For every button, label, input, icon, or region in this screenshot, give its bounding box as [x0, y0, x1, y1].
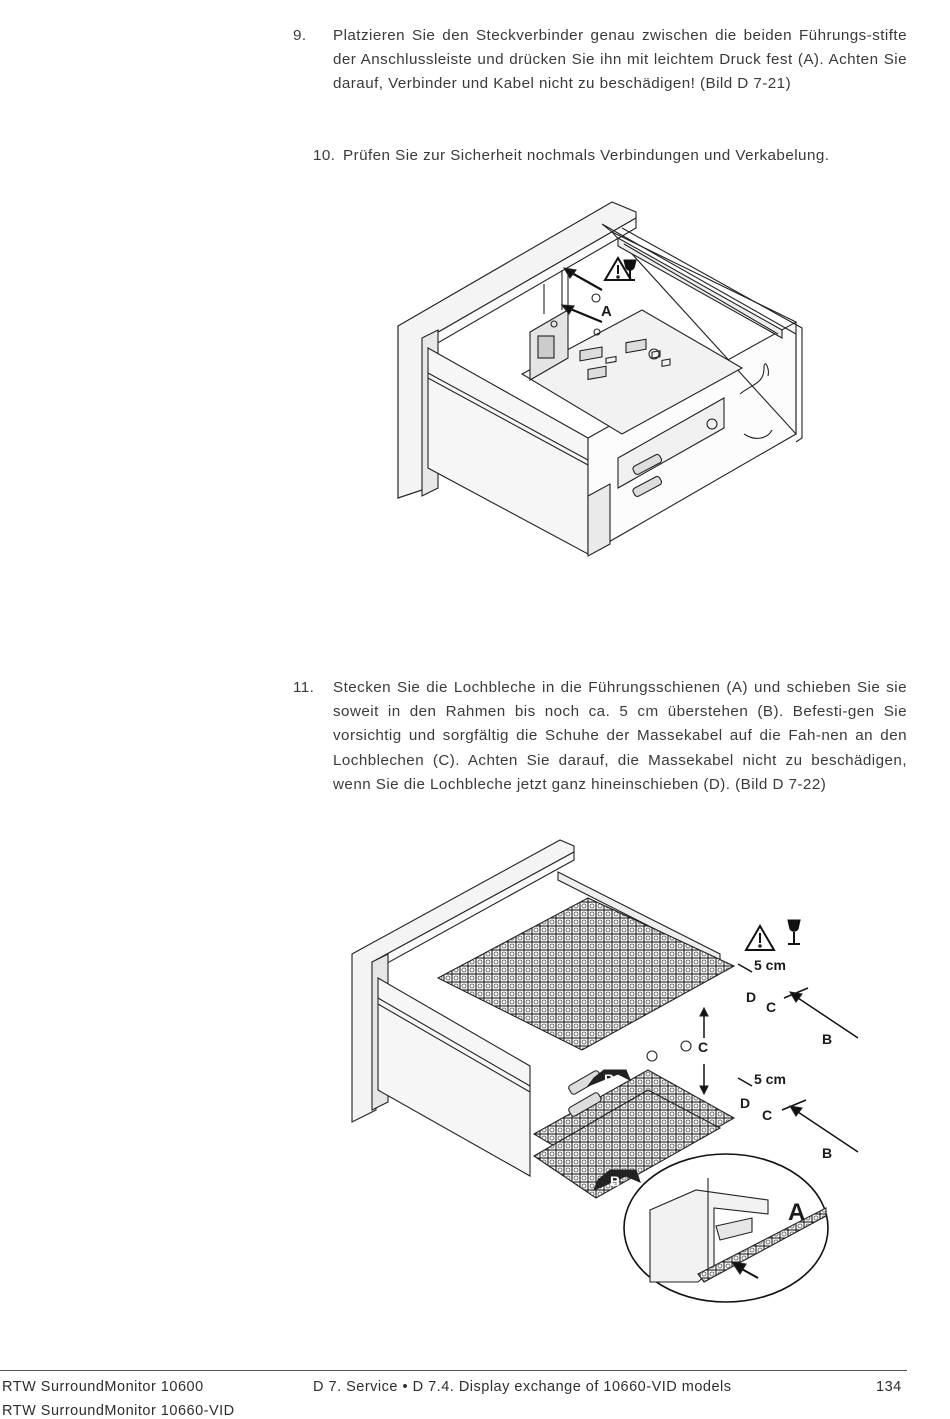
- step-text: Stecken Sie die Lochbleche in die Führungsschienen (A) und schieben Sie sie soweit in den Rahmen bis noch ca. 5 cm überstehen (B). Befesti-gen Sie vorsichtig und sorgfältig die Schuhe der Massekabel auf die Fah-nen an den Lochblechen (C). Achten Sie darauf, die Massekabel nicht zu beschädigen, wenn Sie die Lochbleche jetzt ganz hineinschieben (D). (Bild D 7-22): [333, 679, 907, 793]
- label-detail-a: A: [788, 1199, 806, 1226]
- detail-view-a: [624, 1154, 828, 1302]
- instruction-step-9: [293, 24, 907, 97]
- instruction-step-10: [313, 144, 907, 168]
- footer-page-number: 134: [876, 1379, 902, 1395]
- step-text: Platzieren Sie den Steckverbinder genau zwischen die beiden Führungs-stifte der Anschlussleiste und drücken Sie ihn mit leichtem Druck fest (A). Achten Sie darauf, Verbinder und Kabel nicht zu beschädigen! (Bild D 7-21): [333, 27, 907, 93]
- label-b-arrow-mid: B: [604, 1071, 615, 1087]
- callout-a: A: [601, 303, 612, 320]
- figure-d7-22-perforated-plates-illustration: [348, 838, 868, 1308]
- step-number: 10.: [313, 147, 336, 164]
- footer-divider: [0, 1370, 907, 1371]
- step-number: 11.: [293, 679, 315, 696]
- warning-triangle-icon: [746, 926, 774, 950]
- label-c-mid: C: [698, 1039, 709, 1055]
- step-number: 9.: [293, 27, 307, 44]
- label-5cm-top: 5 cm: [754, 957, 786, 973]
- label-5cm-bottom: 5 cm: [754, 1071, 786, 1087]
- label-b-arrow-low: B: [610, 1173, 621, 1189]
- label-b-bottom: B: [822, 1145, 833, 1161]
- figure-d7-21-connector-illustration: [392, 198, 812, 568]
- footer-product-name: RTW SurroundMonitor 10600: [2, 1379, 204, 1395]
- label-c-bottom: C: [762, 1107, 773, 1123]
- footer-product-name-2: RTW SurroundMonitor 10660-VID: [2, 1403, 235, 1419]
- label-b-top: B: [822, 1031, 833, 1047]
- label-d-bottom: D: [740, 1095, 751, 1111]
- label-d-top: D: [746, 989, 757, 1005]
- instruction-step-11: [293, 676, 907, 797]
- step-text: Prüfen Sie zur Sicherheit nochmals Verbindungen und Verkabelung.: [343, 147, 830, 164]
- label-c-top: C: [766, 999, 777, 1015]
- footer-section-title: D 7. Service • D 7.4. Display exchange of 10660-VID models: [313, 1379, 732, 1395]
- esd-fragile-icon: [788, 920, 800, 944]
